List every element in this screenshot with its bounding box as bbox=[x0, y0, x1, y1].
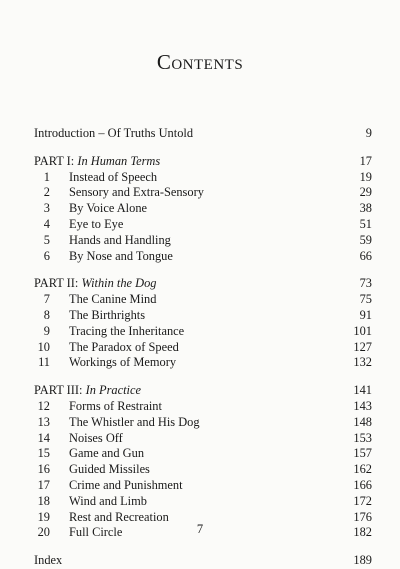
part-subtitle: In Human Terms bbox=[77, 153, 161, 168]
part-subtitle: Within the Dog bbox=[81, 276, 157, 291]
table-of-contents bbox=[34, 126, 372, 569]
chapter-number: 9 bbox=[43, 323, 50, 338]
chapter-title: Rest and Recreation bbox=[69, 509, 169, 524]
chapter-entry[interactable] bbox=[34, 201, 372, 217]
chapter-page: 29 bbox=[359, 185, 372, 200]
chapter-number: 11 bbox=[38, 355, 50, 370]
chapter-title: Game and Gun bbox=[69, 446, 145, 461]
chapter-entry[interactable] bbox=[34, 355, 372, 371]
chapter-title: Guided Missiles bbox=[69, 462, 150, 477]
chapter-entry[interactable] bbox=[34, 233, 372, 249]
chapter-title: By Nose and Tongue bbox=[69, 248, 173, 263]
chapter-entry[interactable] bbox=[34, 249, 372, 265]
entry-page: 189 bbox=[353, 553, 372, 568]
chapter-page: 157 bbox=[353, 446, 372, 461]
chapter-entry[interactable] bbox=[34, 494, 372, 510]
page-title: Contents bbox=[156, 50, 244, 74]
chapter-page: 19 bbox=[359, 169, 372, 184]
chapter-page: 166 bbox=[353, 477, 372, 492]
chapter-title: Forms of Restraint bbox=[69, 398, 162, 413]
chapter-number: 1 bbox=[43, 169, 50, 184]
chapter-page: 75 bbox=[359, 292, 372, 307]
chapter-page: 101 bbox=[353, 323, 372, 338]
chapter-number: 16 bbox=[37, 462, 50, 477]
chapter-number: 8 bbox=[43, 307, 50, 322]
chapter-number: 19 bbox=[37, 509, 50, 524]
chapter-title: Sensory and Extra-Sensory bbox=[69, 185, 204, 200]
chapter-page: 148 bbox=[353, 414, 372, 429]
chapter-title: Eye to Eye bbox=[69, 216, 124, 231]
chapter-entry[interactable] bbox=[34, 324, 372, 340]
chapter-page: 59 bbox=[359, 232, 372, 247]
chapter-number: 3 bbox=[43, 201, 50, 216]
chapter-title: The Birthrights bbox=[69, 307, 146, 322]
part-page: 141 bbox=[353, 383, 372, 398]
chapter-number: 17 bbox=[37, 477, 50, 492]
chapter-page: 127 bbox=[353, 339, 372, 354]
part-heading-2[interactable] bbox=[34, 276, 372, 292]
chapter-entry[interactable] bbox=[34, 399, 372, 415]
chapter-number: 4 bbox=[43, 216, 50, 231]
chapter-number: 5 bbox=[43, 232, 50, 247]
chapter-title: Tracing the Inheritance bbox=[69, 323, 185, 338]
chapter-entry[interactable] bbox=[34, 170, 372, 186]
chapter-entry[interactable] bbox=[34, 308, 372, 324]
chapter-number: 14 bbox=[37, 430, 50, 445]
part-subtitle: In Practice bbox=[85, 383, 141, 398]
chapter-title: Full Circle bbox=[69, 525, 123, 540]
chapter-number: 20 bbox=[37, 525, 50, 540]
chapter-page: 182 bbox=[353, 525, 372, 540]
chapter-title: Instead of Speech bbox=[69, 169, 158, 184]
part-heading-1[interactable] bbox=[34, 154, 372, 170]
part-label: PART II: bbox=[34, 276, 79, 291]
chapter-page: 51 bbox=[359, 216, 372, 231]
chapter-entry[interactable] bbox=[34, 292, 372, 308]
toc-entry-introduction[interactable] bbox=[34, 126, 372, 142]
chapter-title: Crime and Punishment bbox=[69, 477, 183, 492]
chapter-number: 7 bbox=[43, 292, 50, 307]
page-number: 7 bbox=[196, 522, 204, 536]
chapter-page: 143 bbox=[353, 398, 372, 413]
chapter-page: 172 bbox=[353, 493, 372, 508]
chapter-title: The Canine Mind bbox=[69, 292, 157, 307]
toc-entry-index[interactable] bbox=[34, 553, 372, 569]
chapter-entry[interactable] bbox=[34, 446, 372, 462]
chapter-title: Workings of Memory bbox=[69, 355, 177, 370]
chapter-title: By Voice Alone bbox=[69, 201, 148, 216]
chapter-entry[interactable] bbox=[34, 478, 372, 494]
chapter-title: Noises Off bbox=[69, 430, 123, 445]
chapter-page: 162 bbox=[353, 462, 372, 477]
chapter-entry[interactable] bbox=[34, 431, 372, 447]
chapter-title: Wind and Limb bbox=[69, 493, 147, 508]
chapter-entry[interactable] bbox=[34, 185, 372, 201]
chapter-entry[interactable] bbox=[34, 217, 372, 233]
entry-page: 9 bbox=[365, 126, 372, 140]
chapter-number: 6 bbox=[43, 248, 50, 263]
entry-title: Index bbox=[34, 553, 63, 568]
part-page: 17 bbox=[359, 153, 372, 168]
chapter-entry[interactable] bbox=[34, 340, 372, 356]
chapter-title: The Whistler and His Dog bbox=[69, 414, 200, 429]
chapter-page: 153 bbox=[353, 430, 372, 445]
chapter-page: 176 bbox=[353, 509, 372, 524]
chapter-number: 2 bbox=[43, 185, 50, 200]
chapter-title: Hands and Handling bbox=[69, 232, 171, 247]
chapter-title: The Paradox of Speed bbox=[69, 339, 179, 354]
chapter-entry[interactable] bbox=[34, 462, 372, 478]
chapter-page: 132 bbox=[353, 355, 372, 370]
chapter-page: 66 bbox=[359, 248, 372, 263]
chapter-page: 38 bbox=[359, 201, 372, 216]
chapter-number: 12 bbox=[37, 398, 50, 413]
chapter-page: 91 bbox=[359, 307, 372, 322]
entry-title: Introduction – Of Truths Untold bbox=[34, 126, 194, 140]
part-heading-3[interactable] bbox=[34, 383, 372, 399]
part-label: PART I: bbox=[34, 153, 75, 168]
chapter-number: 15 bbox=[37, 446, 50, 461]
chapter-entry[interactable] bbox=[34, 415, 372, 431]
part-page: 73 bbox=[359, 276, 372, 291]
chapter-number: 13 bbox=[37, 414, 50, 429]
chapter-number: 10 bbox=[37, 339, 50, 354]
part-label: PART III: bbox=[34, 383, 83, 398]
chapter-number: 18 bbox=[37, 493, 50, 508]
